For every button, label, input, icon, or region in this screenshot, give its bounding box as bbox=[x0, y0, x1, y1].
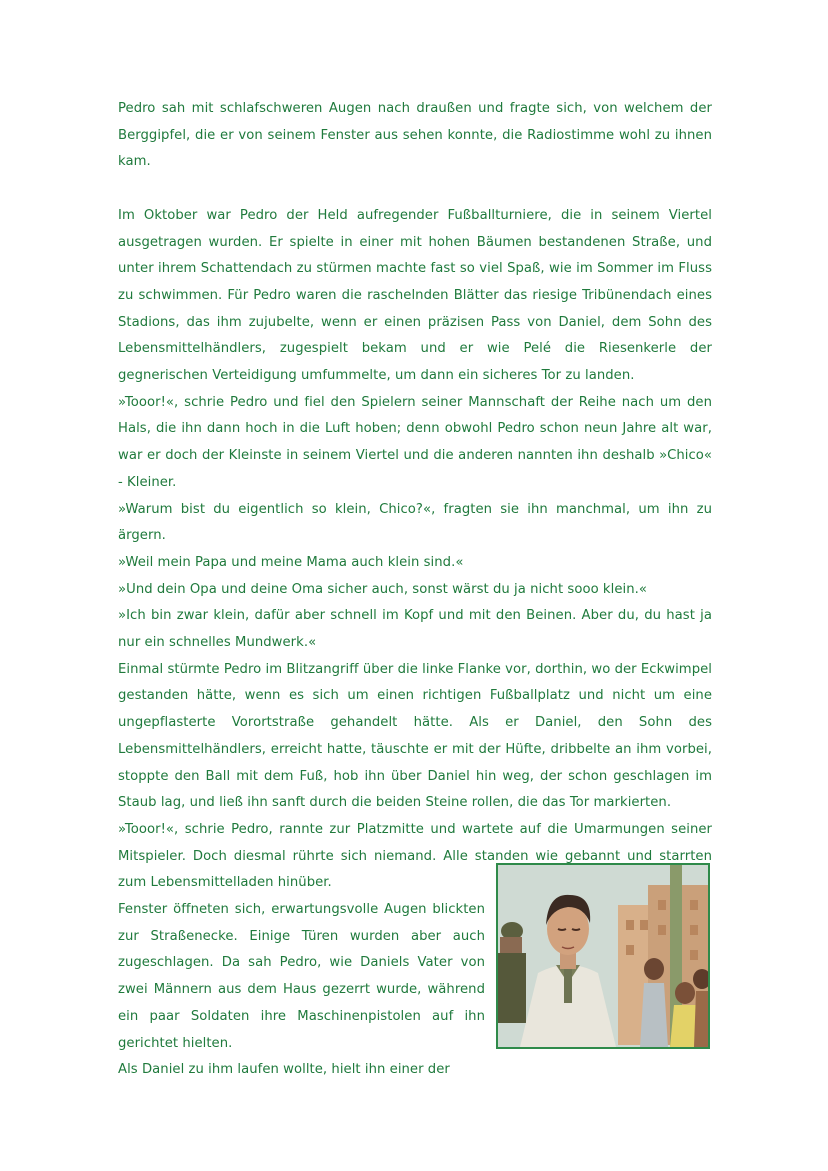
paragraph-october: Im Oktober war Pedro der Held aufregender Fußballturniere, die in seinem Viertel ausgetragen wurden. Er spielte in einer mit hohen Bäumen bestandenen Straße, und unter ihrem Schattendach zu stürmen machte fast so viel Spaß, wie im Sommer im Fluss zu schwimmen. Für Pedro waren die raschelnden Blätter das riesige Tribünendach eines Stadions, das ihm zujubelte, wenn er einen präzisen Pass von Daniel, dem Sohn des Lebensmittelhändlers, zugespielt bekam und er wie Pelé die Riesenkerle der gegnerischen Verteidigung umfummelte, um dann ein sicheres Tor zu landen. bbox=[118, 207, 712, 384]
dialogue-line-1: »Warum bist du eigentlich so klein, Chico?«, fragten sie ihn manchmal, um ihn zu ärgern. bbox=[118, 501, 712, 544]
dialogue-line-2: »Weil mein Papa und meine Mama auch klein sind.« bbox=[118, 554, 464, 570]
paragraph-tooor-2: »Tooor!«, schrie Pedro, rannte zur Platzmitte und wartete auf die Umarmungen seiner Mitspieler. Doch diesmal rührte sich niemand. Alle standen wie gebannt und starrten zum Lebensmittelladen hinüber. bbox=[118, 821, 712, 891]
dialogue-line-3: »Und dein Opa und deine Oma sicher auch, sonst wärst du ja nicht sooo klein.« bbox=[118, 581, 647, 597]
paragraph-attack: Einmal stürmte Pedro im Blitzangriff über die linke Flanke vor, dorthin, wo der Eckwimpel gestanden hätte, wenn es sich um einen richtigen Fußballplatz und nicht um eine ungepflasterte Vorortstraße gehandelt hätte. Als er Daniel, den Sohn des Lebensmittelhändlers, erreicht hatte, täuschte er mit der Hüfte, dribbelte an ihm vorbei, stoppte den Ball mit dem Fuß, hob ihn über Daniel hin weg, der schon geschlagen im Staub lag, und ließ ihn sanft durch die beiden Steine rollen, die das Tor markierten. bbox=[118, 661, 712, 811]
paragraph-gap bbox=[118, 176, 712, 203]
paragraph-tooor-1: »Tooor!«, schrie Pedro und fiel den Spielern seiner Mannschaft der Reihe nach um den Hals, die ihn dann hoch in die Luft hoben; denn obwohl Pedro schon neun Jahre alt war, war er doch der Kleinste in seinem Viertel und die anderen nannten ihn deshalb »Chico« - Kleiner. bbox=[118, 394, 712, 490]
dialogue-line-4: »Ich bin zwar klein, dafür aber schnell im Kopf und mit den Beinen. Aber du, du hast ja nur ein schnelles Mundwerk.« bbox=[118, 608, 712, 651]
paragraph-windows: Fenster öffneten sich, erwartungsvolle Augen blickten zur Straßenecke. Einige Türen wurden aber auch zugeschlagen. Da sah Pedro, wie Daniels Vater von zwei Männern aus dem Haus gezerrt wurde, während ein paar Soldaten ihre Maschinenpistolen auf ihn gerichtet hielten. bbox=[118, 902, 485, 1051]
story-illustration bbox=[496, 863, 710, 1049]
paragraph-radio: Pedro sah mit schlafschweren Augen nach draußen und fragte sich, von welchem der Berggipfel, die er von seinem Fenster aus sehen konnte, die Radiostimme wohl zu ihnen kam. bbox=[118, 101, 712, 170]
paragraph-daniel: Als Daniel zu ihm laufen wollte, hielt ihn einer der bbox=[118, 1062, 450, 1078]
